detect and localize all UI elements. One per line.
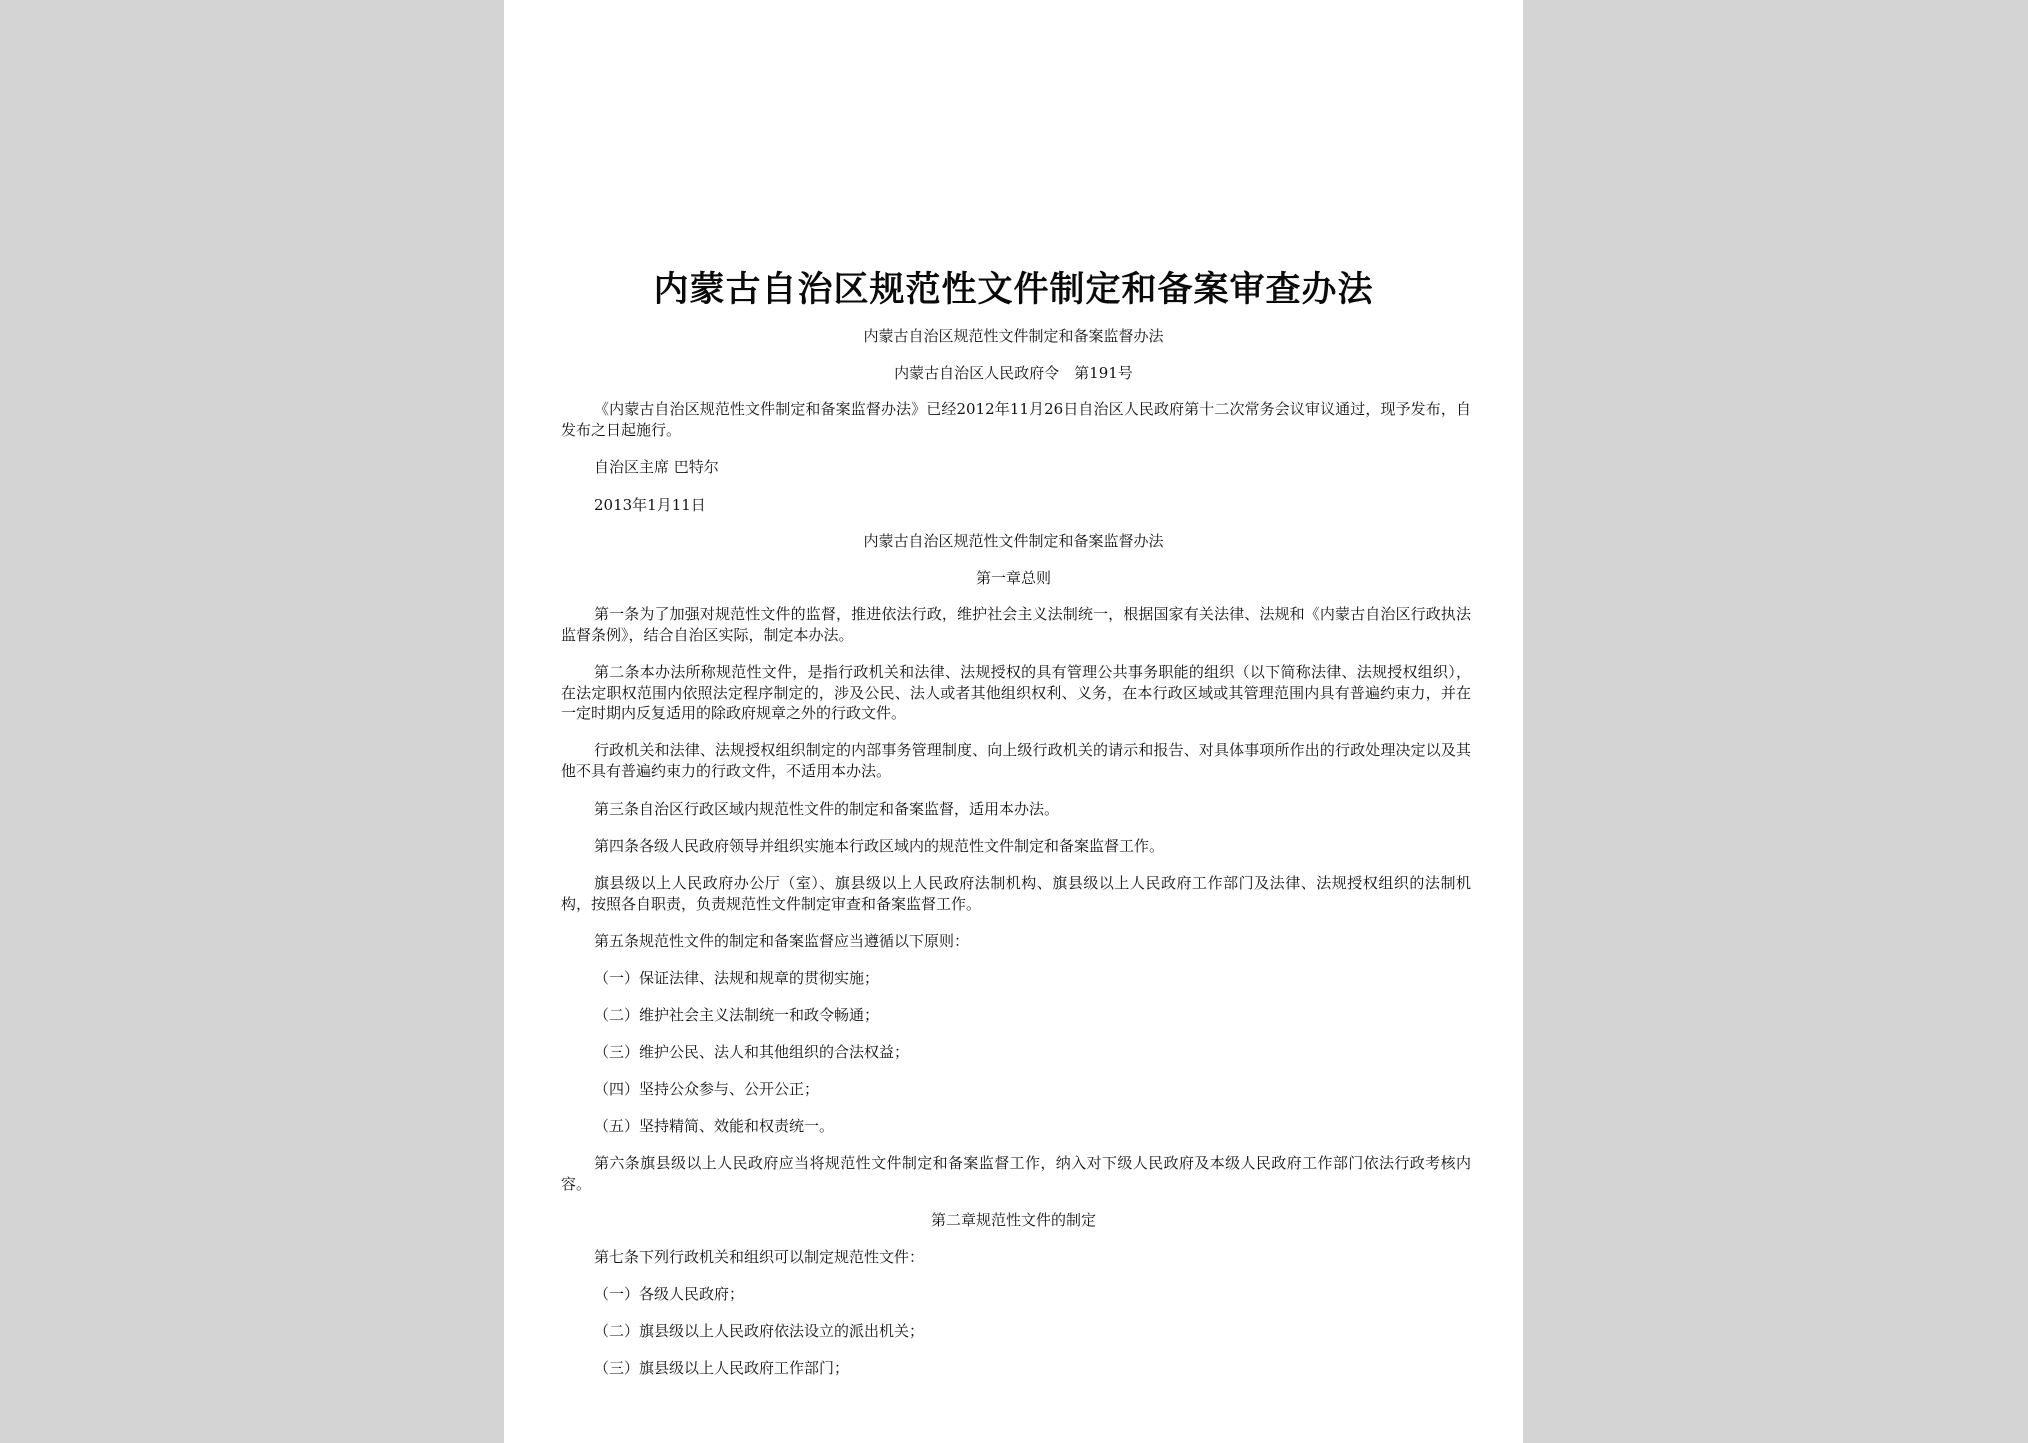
order-number: 内蒙古自治区人民政府令 第191号 xyxy=(894,364,1133,382)
chapter-heading: 第一章总则 xyxy=(975,569,1051,587)
list-item: （五）坚持精简、效能和权责统一。 xyxy=(594,1117,835,1135)
article-paragraph: 第六条旗县级以上人民政府应当将规范性文件制定和备案监督工作，纳入对下级人民政府及本级人民政府工作部门依法行政考核内容。 xyxy=(561,1154,1471,1193)
article-paragraph: 第七条下列行政机关和组织可以制定规范性文件： xyxy=(594,1248,925,1266)
list-item: （三）旗县级以上人民政府工作部门； xyxy=(594,1359,850,1377)
article-paragraph: 第五条规范性文件的制定和备案监督应当遵循以下原则： xyxy=(594,932,970,950)
article-paragraph: 旗县级以上人民政府办公厅（室）、旗县级以上人民政府法制机构、旗县级以上人民政府工作部门及法律、法规授权组织的法制机构，按照各自职责，负责规范性文件制定审查和备案监督工作。 xyxy=(561,874,1471,913)
article-paragraph: 行政机关和法律、法规授权组织制定的内部事务管理制度、向上级行政机关的请示和报告、对具体事项所作出的行政处理决定以及其他不具有普遍约束力的行政文件，不适用本办法。 xyxy=(561,741,1471,780)
preamble-paragraph: 《内蒙古自治区规范性文件制定和备案监督办法》已经2012年11月26日自治区人民政府第十二次常务会议审议通过，现予发布，自发布之日起施行。 xyxy=(561,400,1471,439)
signatory: 自治区主席 巴特尔 xyxy=(594,458,719,476)
document-subtitle: 内蒙古自治区规范性文件制定和备案监督办法 xyxy=(863,327,1164,345)
article-paragraph: 第四条各级人民政府领导并组织实施本行政区域内的规范性文件制定和备案监督工作。 xyxy=(594,837,1165,855)
list-item: （二）旗县级以上人民政府依法设立的派出机关； xyxy=(594,1322,925,1340)
article-paragraph: 第三条自治区行政区域内规范性文件的制定和备案监督，适用本办法。 xyxy=(594,800,1060,818)
article-paragraph: 第一条为了加强对规范性文件的监督，推进依法行政，维护社会主义法制统一，根据国家有关法律、法规和《内蒙古自治区行政执法监督条例》，结合自治区实际，制定本办法。 xyxy=(561,605,1471,644)
list-item: （四）坚持公众参与、公开公正； xyxy=(594,1080,820,1098)
body-title: 内蒙古自治区规范性文件制定和备案监督办法 xyxy=(863,532,1164,550)
list-item: （二）维护社会主义法制统一和政令畅通； xyxy=(594,1006,880,1024)
document-page xyxy=(504,0,1523,1443)
signing-date: 2013年1月11日 xyxy=(594,496,706,514)
list-item: （三）维护公民、法人和其他组织的合法权益； xyxy=(594,1043,910,1061)
article-paragraph: 第二条本办法所称规范性文件，是指行政机关和法律、法规授权的具有管理公共事务职能的组织（以下简称法律、法规授权组织），在法定职权范围内依照法定程序制定的，涉及公民、法人或者其他组织权利、义务，在本行政区域或其管理范围内具有普遍约束力，并在一定时期内反复适用的除政府规章之外的行政文件。 xyxy=(561,663,1471,722)
list-item: （一）保证法律、法规和规章的贯彻实施； xyxy=(594,969,880,987)
chapter-heading: 第二章规范性文件的制定 xyxy=(930,1211,1096,1229)
list-item: （一）各级人民政府； xyxy=(594,1285,745,1303)
document-title: 内蒙古自治区规范性文件制定和备案审查办法 xyxy=(653,269,1374,310)
